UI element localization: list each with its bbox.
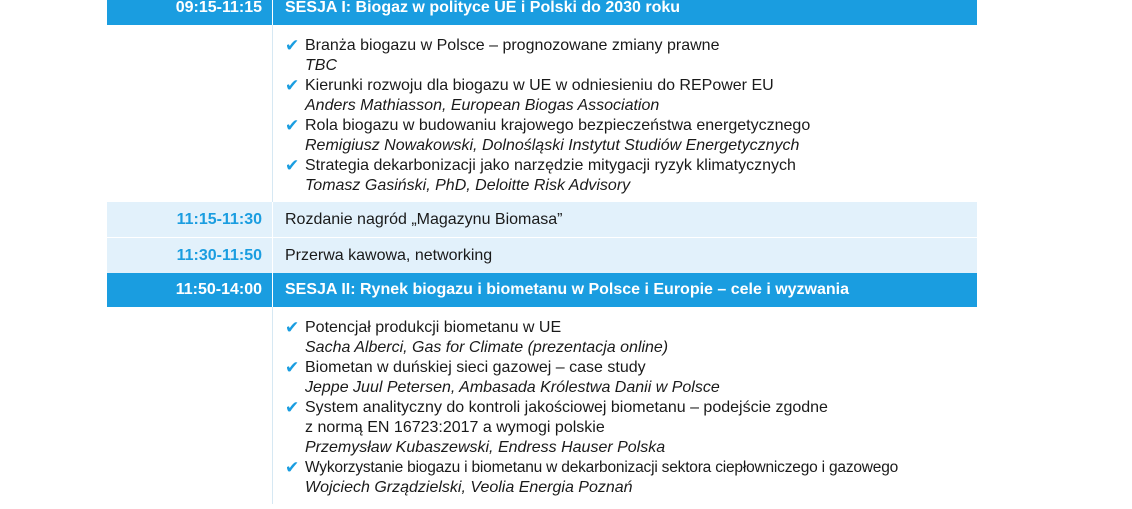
- checkmark-icon: ✔: [285, 116, 300, 135]
- session-talks-1: [107, 25, 977, 202]
- talk-speaker: Jeppe Juul Petersen, Ambasada Królestwa Danii w Polsce: [305, 379, 720, 396]
- talk-speaker: Wojciech Grządzielski, Veolia Energia Poznań: [305, 479, 633, 496]
- talk-title: Strategia dekarbonizacji jako narzędzie mitygacji ryzyk klimatycznych: [305, 157, 796, 174]
- talk-item: [285, 358, 977, 398]
- checkmark-icon: ✔: [285, 318, 300, 337]
- session-header-1: [107, 0, 977, 25]
- talk-item: [285, 398, 977, 458]
- talk-speaker: Remigiusz Nowakowski, Dolnośląski Instytut Studiów Energetycznych: [305, 137, 800, 154]
- checkmark-icon: ✔: [285, 156, 300, 175]
- talk-item: [285, 76, 977, 116]
- talk-item: [285, 156, 977, 196]
- talk-title-line2: z normą EN 16723:2017 a wymogi polskie: [305, 419, 605, 436]
- checkmark-icon: ✔: [285, 398, 300, 417]
- talk-item: [285, 36, 977, 76]
- break-title: Przerwa kawowa, networking: [272, 238, 977, 273]
- talk-item: [285, 318, 977, 358]
- session-time: 09:15-11:15: [175, 0, 262, 16]
- session-title: SESJA I: Biogaz w polityce UE i Polski do 2030 roku: [272, 0, 977, 25]
- talk-speaker: Sacha Alberci, Gas for Climate (prezentacja online): [305, 339, 669, 356]
- checkmark-icon: ✔: [285, 36, 300, 55]
- checkmark-icon: ✔: [285, 76, 300, 95]
- talk-title: Wykorzystanie biogazu i biometanu w dekarbonizacji sektora ciepłowniczego i gazowego: [305, 459, 899, 476]
- break-title: Rozdanie nagród „Magazynu Biomasa”: [272, 202, 977, 237]
- talk-title: Branża biogazu w Polsce – prognozowane zmiany prawne: [305, 37, 720, 54]
- session-time: 11:50-14:00: [175, 281, 262, 298]
- talk-item: [285, 458, 977, 498]
- talk-speaker: Tomasz Gasiński, PhD, Deloitte Risk Advisory: [305, 177, 631, 194]
- session-header-2: [107, 273, 977, 307]
- session-title: SESJA II: Rynek biogazu i biometanu w Polsce i Europie – cele i wyzwania: [272, 273, 977, 307]
- checkmark-icon: ✔: [285, 458, 300, 477]
- talk-title: Biometan w duńskiej sieci gazowej – case study: [305, 359, 646, 376]
- talk-speaker: Anders Mathiasson, European Biogas Association: [305, 97, 660, 114]
- agenda-table: [107, 0, 977, 504]
- break-row-coffee: [107, 238, 977, 273]
- break-time: 11:15-11:30: [176, 210, 262, 228]
- talk-speaker: Przemysław Kubaszewski, Endress Hauser Polska: [305, 439, 666, 456]
- talk-title: Kierunki rozwoju dla biogazu w UE w odniesieniu do REPower EU: [305, 77, 774, 94]
- break-row-awards: [107, 202, 977, 238]
- talk-item: [285, 116, 977, 156]
- break-time: 11:30-11:50: [176, 246, 262, 264]
- talk-title-line1: System analityczny do kontroli jakościowej biometanu – podejście zgodne: [305, 399, 828, 416]
- checkmark-icon: ✔: [285, 358, 300, 377]
- talk-title: Potencjał produkcji biometanu w UE: [305, 319, 562, 336]
- talk-title: Rola biogazu w budowaniu krajowego bezpieczeństwa energetycznego: [305, 117, 811, 134]
- talk-speaker: TBC: [305, 57, 337, 74]
- session-talks-2: [107, 307, 977, 504]
